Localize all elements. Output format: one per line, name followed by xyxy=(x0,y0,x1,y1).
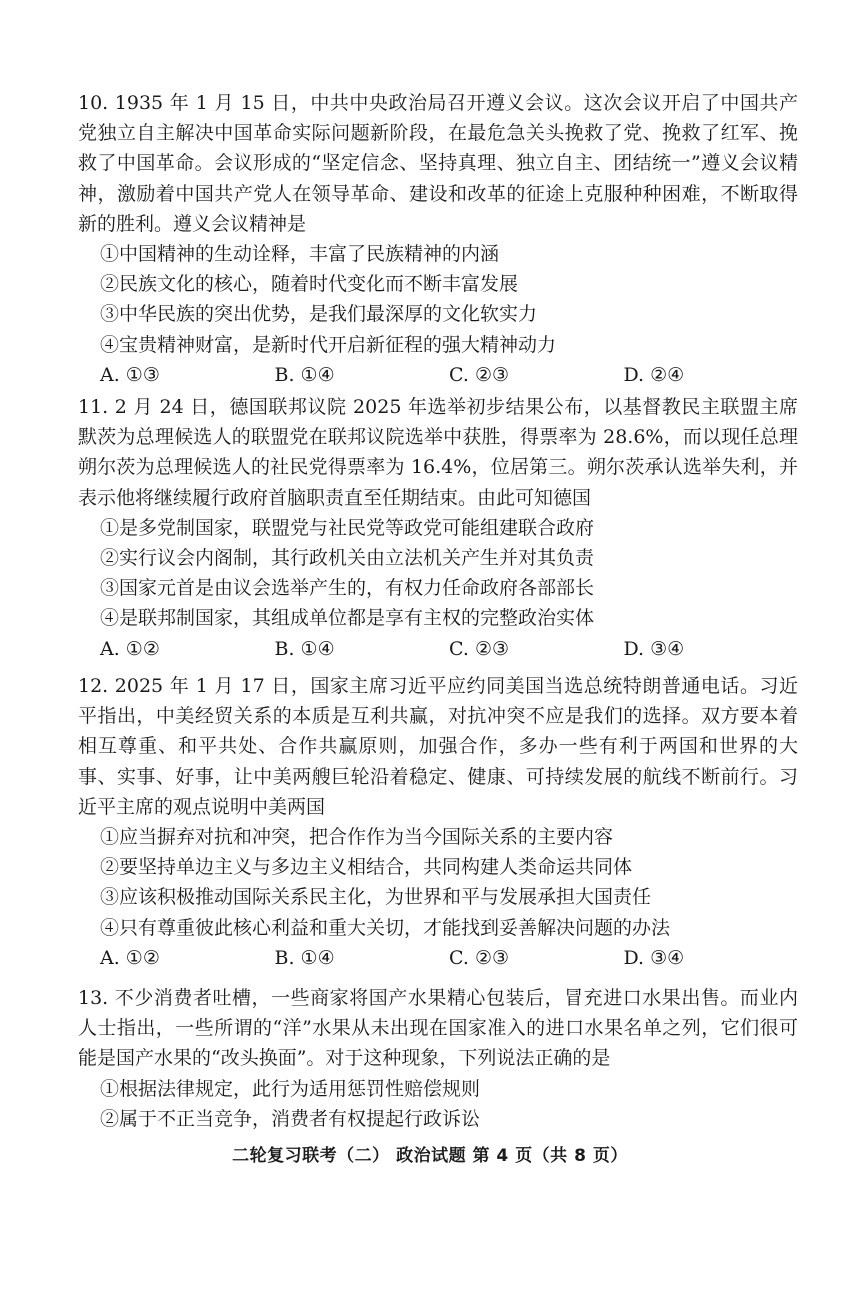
question-10 xyxy=(78,88,798,390)
choice-c[interactable]: C. ②③ xyxy=(449,363,510,386)
statement-4: ④宝贵精神财富，是新时代开启新征程的强大精神动力 xyxy=(100,333,557,356)
statement-1: ①应当摒弃对抗和冲突，把合作作为当今国际关系的主要内容 xyxy=(100,826,614,849)
choice-c[interactable]: C. ②③ xyxy=(449,946,510,969)
question-12 xyxy=(78,671,798,973)
statement-2: ②要坚持单边主义与多边主义相结合，共同构建人类命运共同体 xyxy=(100,856,633,879)
statement-1: ①是多党制国家，联盟党与社民党等政党可能组建联合政府 xyxy=(100,516,595,539)
choice-a[interactable]: A. ①② xyxy=(100,946,160,969)
statement-3: ③中华民族的突出优势，是我们最深厚的文化软实力 xyxy=(100,303,538,326)
statement-2: ②实行议会内阁制，其行政机关由立法机关产生并对其负责 xyxy=(100,547,595,570)
question-13 xyxy=(78,983,798,1134)
question-stem: 12. 2025 年 1 月 17 日，国家主席习近平应约同美国当选总统特朗普通电话。习近平指出，中美经贸关系的本质是互利共赢，对抗冲突不应是我们的选择。双方要本着相互尊重、和平共处、合作共赢原则，加强合作，多办一些有利于两国和世界的大事、实事、好事，让中美两艘巨轮沿着稳定、健康、可持续发展的航线不断前行。习近平主席的观点说明中美两国 xyxy=(78,675,798,818)
choice-d[interactable]: D. ③④ xyxy=(623,637,685,660)
statement-3: ③国家元首是由议会选举产生的，有权力任命政府各部部长 xyxy=(100,577,595,600)
answer-choices xyxy=(78,360,798,390)
choice-b[interactable]: B. ①④ xyxy=(274,363,335,386)
choice-a[interactable]: A. ①③ xyxy=(100,363,160,386)
statement-4: ④是联邦制国家，其组成单位都是享有主权的完整政治实体 xyxy=(100,607,595,630)
question-stem: 13. 不少消费者吐槽，一些商家将国产水果精心包装后，冒充进口水果出售。而业内人士指出，一些所谓的“洋”水果从未出现在国家准入的进口水果名单之列，它们很可能是国产水果的“改头换面”。对于这种现象，下列说法正确的是 xyxy=(78,987,798,1070)
statement-3: ③应该积极推动国际关系民主化，为世界和平与发展承担大国责任 xyxy=(100,886,652,909)
answer-choices xyxy=(78,634,798,664)
question-stem: 10. 1935 年 1 月 15 日，中共中央政治局召开遵义会议。这次会议开启了中国共产党独立自主解决中国革命实际问题新阶段，在最危急关头挽救了党、挽救了红军、挽救了中国革命。会议形成的“坚定信念、坚持真理、独立自主、团结统一”遵义会议精神，激励着中国共产党人在领导革命、建设和改革的征途上克服种种困难，不断取得新的胜利。遵义会议精神是 xyxy=(78,92,798,235)
statement-1: ①中国精神的生动诠释，丰富了民族精神的内涵 xyxy=(100,243,500,266)
question-stem: 11. 2 月 24 日，德国联邦议院 2025 年选举初步结果公布，以基督教民主联盟主席默茨为总理候选人的联盟党在联邦议院选举中获胜，得票率为 28.6%，而以现任总理朔尔茨为总理候选人的社民党得票率为 16.4%，位居第三。朔尔茨承认选举失利，并表示他将继续履行政府首脑职责直至任期结束。由此可知德国 xyxy=(78,396,798,509)
choice-b[interactable]: B. ①④ xyxy=(274,946,335,969)
statement-2: ②属于不正当竞争，消费者有权提起行政诉讼 xyxy=(100,1107,481,1130)
choice-d[interactable]: D. ②④ xyxy=(623,363,685,386)
choice-c[interactable]: C. ②③ xyxy=(449,637,510,660)
statement-2: ②民族文化的核心，随着时代变化而不断丰富发展 xyxy=(100,273,519,296)
answer-choices xyxy=(78,943,798,973)
statement-1: ①根据法律规定，此行为适用惩罚性赔偿规则 xyxy=(100,1077,481,1100)
choice-a[interactable]: A. ①② xyxy=(100,637,160,660)
choice-d[interactable]: D. ③④ xyxy=(623,946,685,969)
choice-b[interactable]: B. ①④ xyxy=(274,637,335,660)
question-11 xyxy=(78,392,798,664)
page-footer: 二轮复习联考（二） 政治试题 第 4 页（共 8 页） xyxy=(232,1146,628,1166)
statement-4: ④只有尊重彼此核心利益和重大关切，才能找到妥善解决问题的办法 xyxy=(100,916,671,939)
